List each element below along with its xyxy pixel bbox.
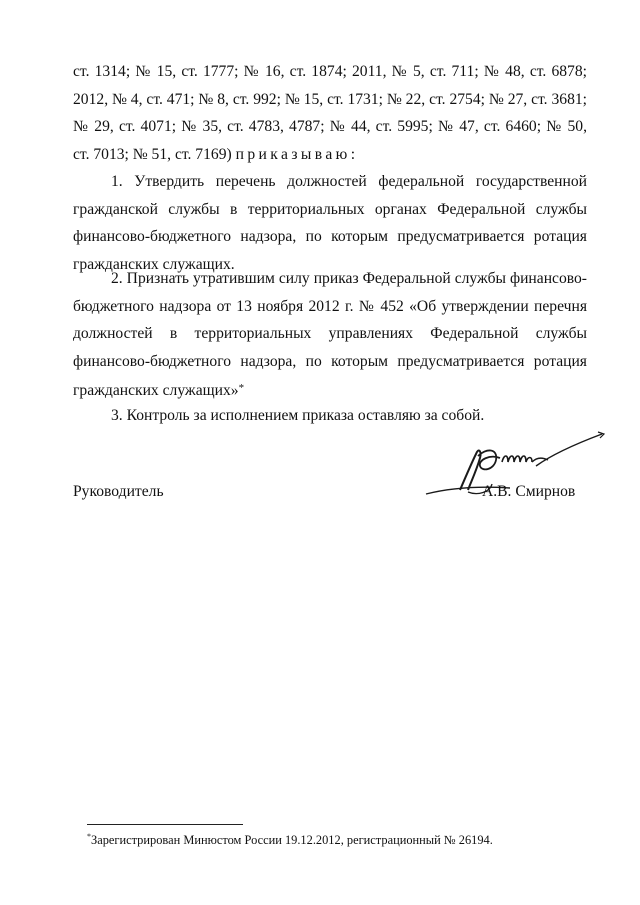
- item-1-line-2: гражданской службы в территориальных органах Федеральной службы: [73, 200, 587, 218]
- item-2-line-3: должностей в территориальных управлениях Федеральной службы: [73, 325, 587, 343]
- intro-line-2: 2012, № 4, ст. 471; № 8, ст. 992; № 15, ст. 1731; № 22, ст. 2754; № 27, ст. 3681;: [73, 90, 587, 108]
- item-1-line-3: финансово-бюджетного надзора, по которым предусматривается ротация: [73, 228, 587, 246]
- item-2-line-2: бюджетного надзора от 13 ноября 2012 г. № 452 «Об утверждении перечня: [73, 297, 587, 315]
- footnote: [87, 832, 493, 848]
- item-1-paragraph: [73, 168, 587, 278]
- intro-line-4: [73, 141, 587, 169]
- signatory-title: Руководитель: [73, 483, 164, 500]
- intro-paragraph: [73, 58, 587, 168]
- item-2-line-4: финансово-бюджетного надзора, по которым предусматривается ротация: [73, 352, 587, 370]
- item-1-line-1: 1. Утвердить перечень должностей федеральной государственной: [111, 173, 587, 190]
- signatory-name: А.В. Смирнов: [482, 483, 576, 500]
- footnote-star: *: [87, 832, 91, 841]
- item-1-line-4: гражданских служащих.: [73, 255, 235, 273]
- item-2-line-1: 2. Признать утратившим силу приказ Федеральной службы финансово-: [111, 270, 587, 287]
- intro-line-3: № 29, ст. 4071; № 35, ст. 4783, 4787; № 44, ст. 5995; № 47, ст. 6460; № 50,: [73, 118, 587, 136]
- item-2-paragraph: [73, 265, 587, 403]
- footnote-divider: [87, 824, 243, 825]
- order-word: приказываю:: [235, 145, 359, 163]
- intro-line-1: ст. 1314; № 15, ст. 1777; № 16, ст. 1874; 2011, № 5, ст. 711; № 48, ст. 6878;: [73, 63, 587, 80]
- item-2-line-5: [73, 375, 587, 403]
- footnote-marker: *: [238, 382, 245, 395]
- item-2-line-5-text: гражданских служащих»: [73, 382, 239, 400]
- intro-line-4-text: ст. 7013; № 51, ст. 7169): [73, 145, 232, 163]
- item-3-line: 3. Контроль за исполнением приказа оставляю за собой.: [111, 407, 485, 424]
- footnote-text: Зарегистрирован Минюстом России 19.12.2012, регистрационный № 26194.: [91, 833, 493, 847]
